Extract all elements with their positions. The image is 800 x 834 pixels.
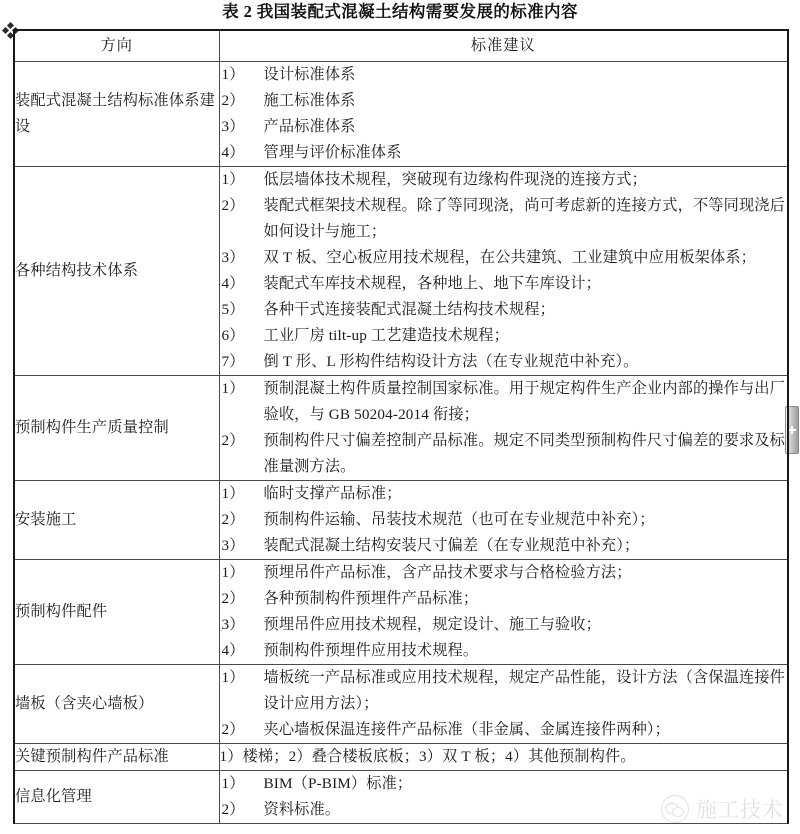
item-text: BIM（P-BIM）标准； <box>263 775 413 792</box>
recommendation-item <box>220 140 788 166</box>
recommendation-item <box>220 586 788 612</box>
table-row <box>14 744 788 771</box>
cell-direction: 关键预制构件产品标准 <box>14 744 219 771</box>
item-text: 设计标准体系 <box>263 66 356 83</box>
cell-recommendation <box>219 744 788 771</box>
recommendation-item <box>220 245 788 271</box>
cell-direction: 预制构件生产质量控制 <box>14 376 219 481</box>
table-body <box>14 62 788 824</box>
recommendation-list <box>220 771 788 823</box>
item-text: 预埋吊件应用技术规程，规定设计、施工与验收； <box>263 616 601 633</box>
recommendation-item <box>220 193 788 245</box>
item-text: 预制构件预埋件应用技术规程。 <box>263 642 479 659</box>
recommendation-item <box>220 797 788 823</box>
item-text: 1）楼梯；2）叠合楼板底板；3）双 T 板；4）其他预制构件。 <box>219 748 636 765</box>
recommendation-item <box>220 533 788 559</box>
recommendation-list <box>220 481 788 559</box>
item-marker: 2） <box>221 801 245 818</box>
recommendation-item <box>220 114 788 140</box>
item-text: 倒 T 形、L 形构件结构设计方法（在专业规范中补充）。 <box>263 353 639 370</box>
item-text: 装配式混凝土结构安装尺寸偏差（在专业规范中补充）； <box>263 537 640 554</box>
item-text: 预埋吊件产品标准，含产品技术要求与合格检验方法； <box>263 564 632 581</box>
item-text: 双 T 板、空心板应用技术规程，在公共建筑、工业建筑中应用板架体系； <box>263 249 757 266</box>
item-text: 装配式车库技术规程，各种地上、地下车库设计； <box>263 275 601 292</box>
cell-recommendation <box>219 481 788 560</box>
item-text: 资料标准。 <box>263 801 341 818</box>
item-text: 夹心墙板保温连接件产品标准（非金属、金属连接件两种）； <box>263 721 671 738</box>
cell-direction: 装配式混凝土结构标准体系建设 <box>14 62 219 167</box>
standards-table <box>13 29 789 824</box>
item-marker: 1） <box>221 171 245 188</box>
recommendation-item <box>220 612 788 638</box>
cell-direction: 墙板（含夹心墙板） <box>14 665 219 744</box>
recommendation-list <box>220 560 788 664</box>
item-marker: 5） <box>221 301 245 318</box>
table-row <box>14 771 788 824</box>
item-text: 低层墙体技术规程，突破现有边缘构件现浇的连接方式； <box>263 171 647 188</box>
item-marker: 1） <box>221 66 245 83</box>
cell-direction: 安装施工 <box>14 481 219 560</box>
column-header-direction: 方向 <box>14 30 219 62</box>
item-marker: 1） <box>221 775 245 792</box>
item-marker: 3） <box>221 537 245 554</box>
cell-recommendation <box>219 167 788 376</box>
cell-recommendation <box>219 665 788 744</box>
table-row <box>14 376 788 481</box>
item-marker: 3） <box>221 118 245 135</box>
standards-table-container <box>13 29 787 824</box>
item-marker: 4） <box>221 144 245 161</box>
recommendation-list <box>220 744 788 770</box>
cell-recommendation <box>219 62 788 167</box>
cell-recommendation <box>219 376 788 481</box>
item-marker: 2） <box>221 92 245 109</box>
cell-recommendation <box>219 771 788 824</box>
cell-recommendation <box>219 560 788 665</box>
recommendation-list <box>220 62 788 166</box>
item-marker: 2） <box>221 590 245 607</box>
recommendation-item <box>220 271 788 297</box>
table-row <box>14 560 788 665</box>
recommendation-item <box>220 665 788 717</box>
item-marker: 1） <box>221 564 245 581</box>
recommendation-item <box>220 376 788 428</box>
recommendation-item <box>220 428 788 480</box>
recommendation-list <box>220 665 788 743</box>
recommendation-item <box>220 744 788 770</box>
recommendation-item <box>220 771 788 797</box>
recommendation-item <box>220 638 788 664</box>
column-header-recommendation: 标准建议 <box>219 30 788 62</box>
recommendation-item <box>220 62 788 88</box>
recommendation-item <box>220 167 788 193</box>
item-marker: 2） <box>221 511 245 528</box>
recommendation-item <box>220 349 788 375</box>
item-marker: 2） <box>221 432 245 449</box>
recommendation-item <box>220 481 788 507</box>
item-text: 预制构件尺寸偏差控制产品标准。规定不同类型预制构件尺寸偏差的要求及标准量测方法。 <box>263 432 785 475</box>
recommendation-item <box>220 717 788 743</box>
page-title: 表 2 我国装配式混凝土结构需要发展的标准内容 <box>222 2 578 21</box>
table-row <box>14 481 788 560</box>
item-text: 预制混凝土构件质量控制国家标准。用于规定构件生产企业内部的操作与出厂验收，与 GB 50204-2014 衔接； <box>263 380 785 423</box>
item-text: 预制构件运输、吊装技术规范（也可在专业规范中补充）； <box>263 511 655 528</box>
item-marker: 1） <box>221 380 245 397</box>
item-marker: 4） <box>221 642 245 659</box>
recommendation-list <box>220 376 788 480</box>
item-text: 装配式框架技术规程。除了等同现浇，尚可考虑新的连接方式，不等同现浇后如何设计与施工； <box>263 197 785 240</box>
table-header-row <box>14 30 788 62</box>
item-marker: 3） <box>221 616 245 633</box>
item-marker: 6） <box>221 327 245 344</box>
table-row <box>14 62 788 167</box>
recommendation-item <box>220 560 788 586</box>
item-text: 施工标准体系 <box>263 92 356 109</box>
recommendation-item <box>220 297 788 323</box>
item-marker: 7） <box>221 353 245 370</box>
item-marker: 4） <box>221 275 245 292</box>
item-marker: 3） <box>221 249 245 266</box>
item-marker: 2） <box>221 197 245 214</box>
cell-direction: 预制构件配件 <box>14 560 219 665</box>
cell-direction: 各种结构技术体系 <box>14 167 219 376</box>
item-marker: 1） <box>221 485 245 502</box>
recommendation-item <box>220 507 788 533</box>
table-row <box>14 167 788 376</box>
item-text: 各种预制构件预埋件产品标准； <box>263 590 479 607</box>
recommendation-item <box>220 88 788 114</box>
watermark-label: 施工技术 <box>696 798 784 822</box>
item-text: 临时支撑产品标准； <box>263 485 402 502</box>
item-marker: 1） <box>221 669 245 686</box>
table-header <box>14 30 788 62</box>
item-text: 各种干式连接装配式混凝土结构技术规程； <box>263 301 555 318</box>
recommendation-list <box>220 167 788 375</box>
cell-direction: 信息化管理 <box>14 771 219 824</box>
item-text: 工业厂房 tilt-up 工艺建造技术规程； <box>263 327 509 344</box>
item-text: 产品标准体系 <box>263 118 356 135</box>
recommendation-item <box>220 323 788 349</box>
item-marker: 2） <box>221 721 245 738</box>
table-row <box>14 665 788 744</box>
item-text: 管理与评价标准体系 <box>263 144 402 161</box>
item-text: 墙板统一产品标准或应用技术规程，规定产品性能，设计方法（含保温连接件设计应用方法）； <box>263 669 785 712</box>
